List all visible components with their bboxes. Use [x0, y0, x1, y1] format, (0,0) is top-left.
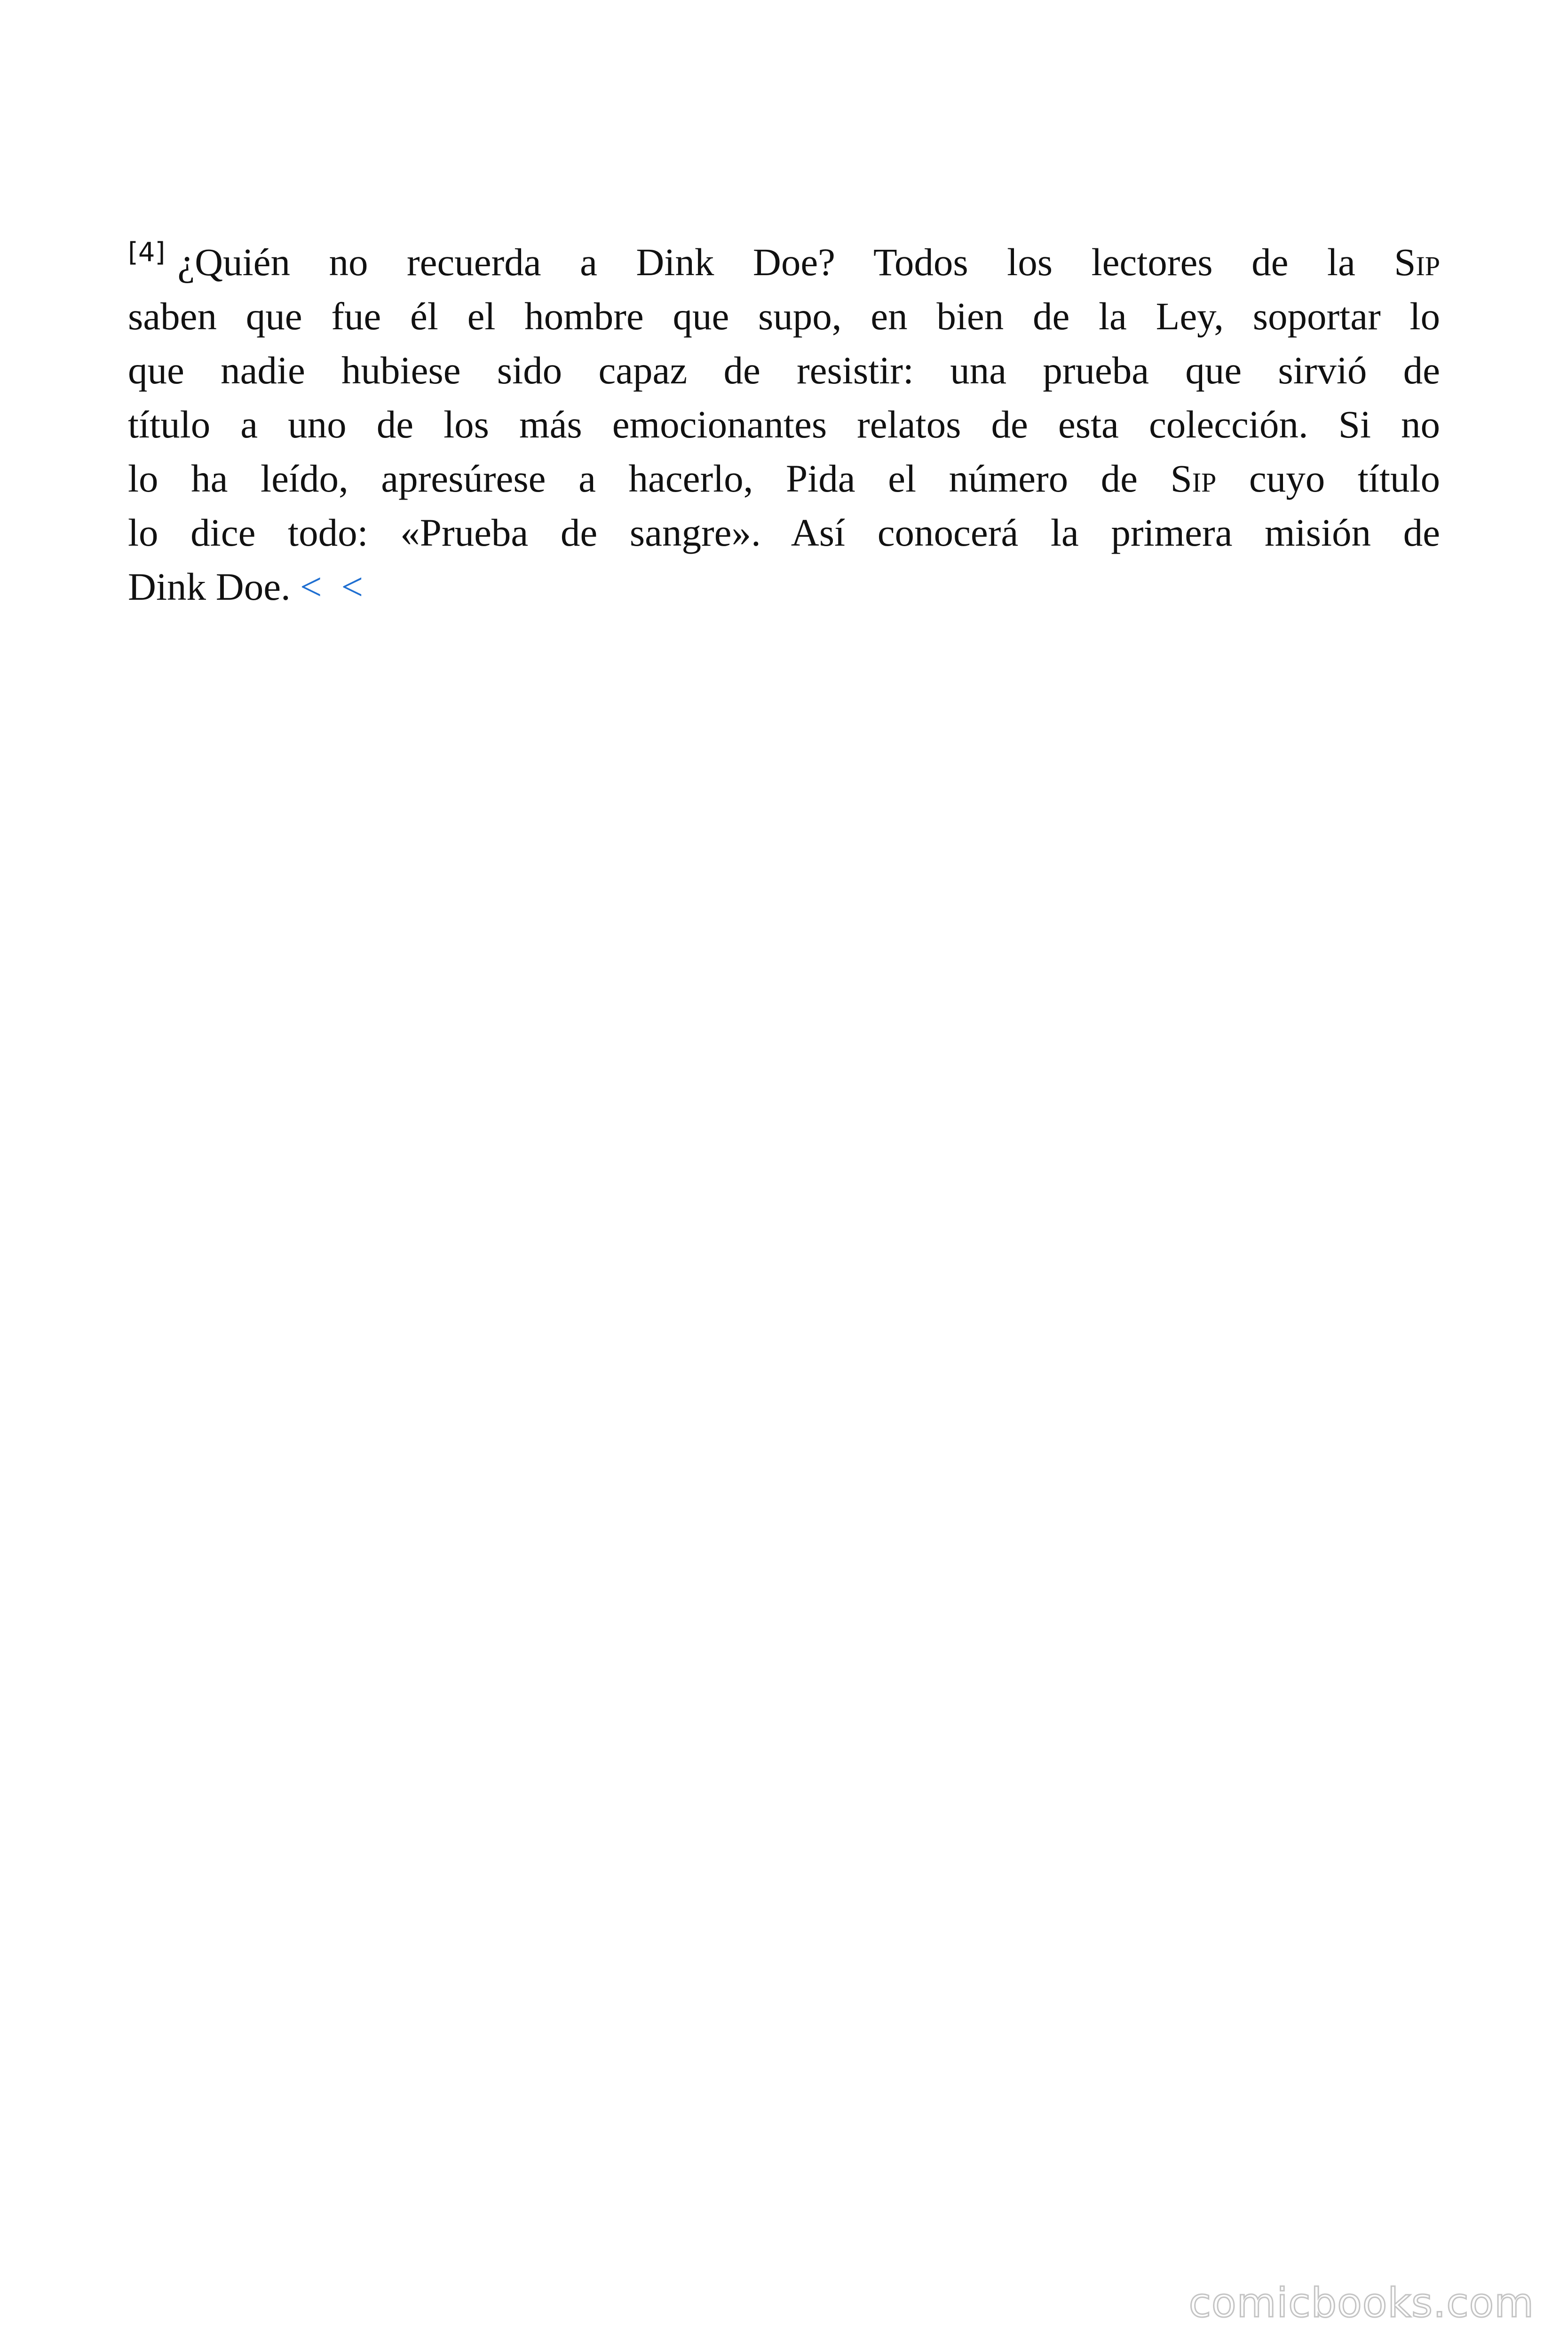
footnote-text: [128, 235, 1440, 614]
footnote-line-5-text-b: cuyo título: [1216, 457, 1440, 500]
footnote-line-6: lo dice todo: «Prueba de sangre». Así conocerá la primera misión de: [128, 511, 1440, 554]
footnote-line-3: que nadie hubiese sido capaz de resistir: una prueba que sirvió de: [128, 349, 1440, 392]
footnote-line-2: saben que fue él el hombre que supo, en bien de la Ley, soportar lo: [128, 294, 1440, 338]
footnote-line-5: [128, 452, 1440, 506]
footnote-line-4: título a uno de los más emocionantes relatos de esta colección. Si no: [128, 403, 1440, 446]
footnote-line-7-text: Dink Doe.: [128, 565, 291, 608]
sip-smallcaps: Sip: [1394, 240, 1440, 284]
footnote-line-7: [128, 560, 1440, 614]
back-link[interactable]: < <: [300, 565, 368, 608]
footnote-ref: [4]: [128, 237, 166, 268]
footnote-line-1-text: ¿Quién no recuerda a Dink Doe? Todos los lectores de la: [177, 240, 1394, 284]
sip-smallcaps: Sip: [1170, 457, 1217, 500]
footnote-line-5-text-a: lo ha leído, apresúrese a hacerlo, Pida el número de: [128, 457, 1171, 500]
footnote-line-1: [128, 235, 1440, 289]
watermark-logo: comicbooks.com: [1188, 2280, 1534, 2327]
